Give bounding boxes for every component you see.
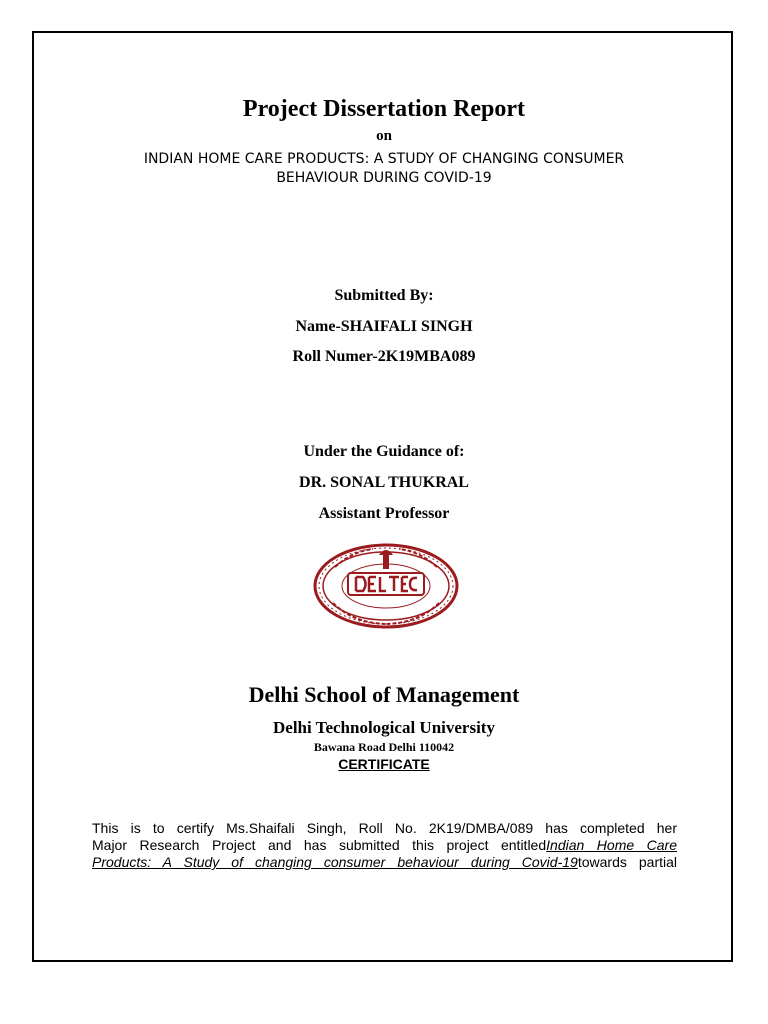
school-name: Delhi School of Management — [248, 682, 520, 707]
guide-name: DR. SONAL THUKRAL — [299, 474, 469, 491]
report-subtitle-line-2: BEHAVIOUR DURING COVID-19 — [276, 170, 492, 186]
certificate-body — [92, 820, 677, 871]
student-name: Name-SHAIFALI SINGH — [295, 318, 473, 335]
project-title-part-1: Indian Home Care — [546, 837, 677, 853]
university-seal-icon — [313, 543, 459, 629]
report-title: Project Dissertation Report — [242, 96, 526, 122]
project-title-part-2: Products: A Study of changing consumer behaviour during Covid-19 — [92, 854, 578, 870]
on-label: on — [376, 128, 392, 144]
certificate-line-2 — [92, 837, 677, 854]
university-address: Bawana Road Delhi 110042 — [313, 740, 455, 754]
certificate-line-1: This is to certify Ms.Shaifali Singh, Roll No. 2K19/DMBA/089 has completed her — [92, 820, 677, 836]
certificate-line-2-text: Major Research Project and has submitted this project entitled — [92, 837, 547, 853]
certificate-line-3-text: towards partial — [577, 854, 678, 870]
submitted-by-heading: Submitted By: — [334, 287, 434, 304]
certificate-line-3 — [92, 854, 677, 871]
certificate-heading: CERTIFICATE — [338, 756, 430, 772]
guide-title: Assistant Professor — [318, 505, 450, 522]
university-name: Delhi Technological University — [273, 718, 495, 737]
roll-number: Roll Numer-2K19MBA089 — [292, 348, 476, 365]
report-subtitle-line-1: INDIAN HOME CARE PRODUCTS: A STUDY OF CHANGING CONSUMER — [143, 151, 625, 167]
guidance-heading: Under the Guidance of: — [303, 443, 465, 460]
